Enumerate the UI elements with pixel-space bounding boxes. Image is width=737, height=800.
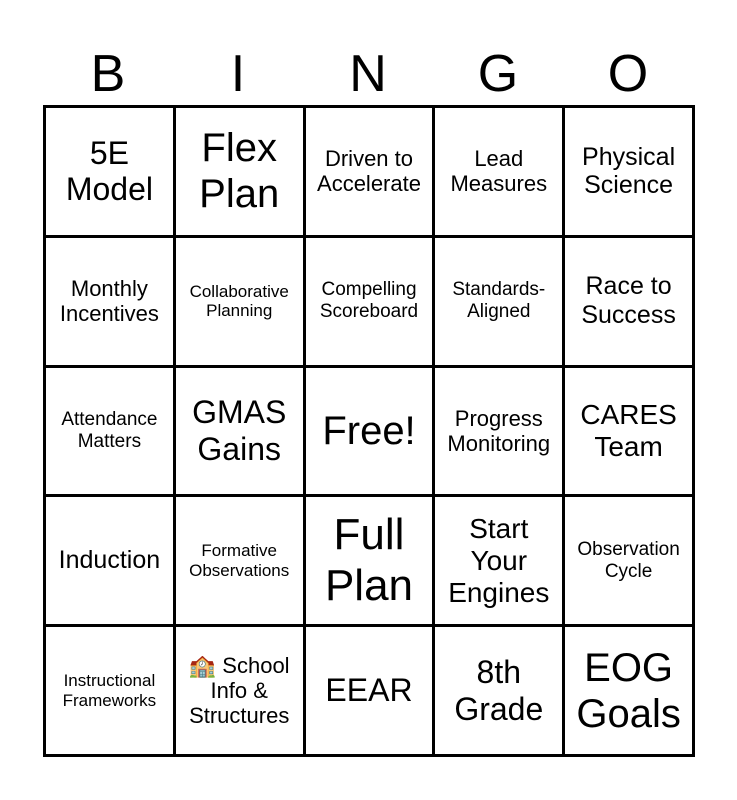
cell-text: Instructional Frameworks xyxy=(62,671,157,710)
cell-text: 5E Model xyxy=(65,134,153,208)
cell-text: Physical Science xyxy=(582,142,676,200)
bingo-cell[interactable] xyxy=(565,497,695,627)
bingo-cell[interactable] xyxy=(306,238,436,368)
cell-text: Observation Cycle xyxy=(577,538,680,582)
bingo-cell[interactable] xyxy=(176,368,306,498)
cell-text: Compelling Scoreboard xyxy=(319,279,419,323)
bingo-cell[interactable] xyxy=(46,627,176,757)
bingo-board xyxy=(43,105,695,757)
cell-text: EEAR xyxy=(325,672,413,709)
bingo-cell[interactable] xyxy=(46,497,176,627)
bingo-cell[interactable] xyxy=(435,238,565,368)
bingo-cell[interactable] xyxy=(176,108,306,238)
cell-text: Standards-Aligned xyxy=(452,279,546,323)
bingo-cell[interactable] xyxy=(435,497,565,627)
bingo-cell[interactable] xyxy=(176,238,306,368)
bingo-cell[interactable] xyxy=(435,368,565,498)
bingo-cell[interactable] xyxy=(176,627,306,757)
cell-text: Induction xyxy=(58,546,161,575)
bingo-cell[interactable] xyxy=(46,368,176,498)
cell-text: GMAS Gains xyxy=(192,394,287,467)
cell-text: Driven to Accelerate xyxy=(317,146,421,197)
bingo-cell[interactable] xyxy=(306,627,436,757)
header-letter-i: I xyxy=(230,45,246,103)
bingo-cell[interactable] xyxy=(565,238,695,368)
cell-text: Lead Measures xyxy=(450,146,548,197)
bingo-cell-free-space[interactable] xyxy=(306,368,436,498)
bingo-cell[interactable] xyxy=(176,497,306,627)
cell-text: Collaborative Planning xyxy=(189,281,289,321)
bingo-cell[interactable] xyxy=(565,627,695,757)
cell-text: Formative Observations xyxy=(189,541,290,580)
cell-text: Attendance Matters xyxy=(61,409,158,452)
cell-text: Race to Success xyxy=(581,272,676,330)
cell-text: Full Plan xyxy=(324,510,414,610)
cell-text: Flex Plan xyxy=(199,126,280,217)
header-letter-b: B xyxy=(90,45,126,103)
cell-text: Start Your Engines xyxy=(448,512,550,608)
bingo-cell[interactable] xyxy=(46,108,176,238)
bingo-cell[interactable] xyxy=(46,238,176,368)
bingo-cell[interactable] xyxy=(306,108,436,238)
bingo-header xyxy=(43,42,693,106)
bingo-cell[interactable] xyxy=(435,108,565,238)
bingo-cell[interactable] xyxy=(565,368,695,498)
cell-text: Free! xyxy=(322,408,416,453)
cell-text: Progress Monitoring xyxy=(447,405,551,456)
cell-text: EOG Goals xyxy=(576,645,681,736)
bingo-cell[interactable] xyxy=(306,497,436,627)
header-letter-o: O xyxy=(607,45,649,103)
header-letter-g: G xyxy=(477,45,519,103)
cell-text: 8th Grade xyxy=(454,653,544,727)
header-letter-n: N xyxy=(349,45,387,103)
cell-text: Monthly Incentives xyxy=(59,275,159,327)
cell-text: 🏫 School Info & Structures xyxy=(188,652,290,729)
cell-text: CARES Team xyxy=(580,398,677,462)
bingo-cell[interactable] xyxy=(435,627,565,757)
bingo-cell[interactable] xyxy=(565,108,695,238)
